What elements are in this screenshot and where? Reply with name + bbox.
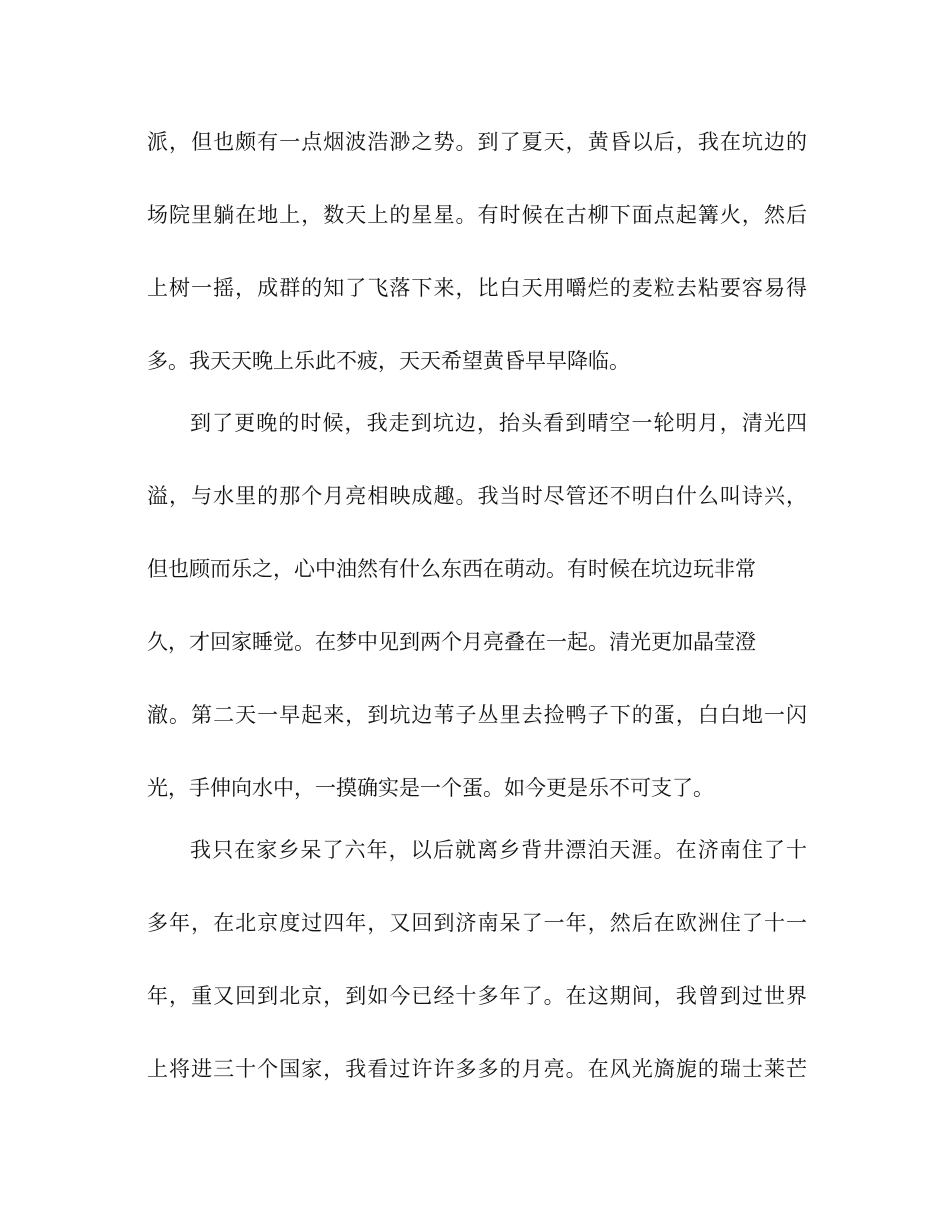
text-line: 场院里躺在地上，数天上的星星。有时候在古柳下面点起篝火，然后 (147, 203, 807, 227)
text-line: 久，才回家睡觉。在梦中见到两个月亮叠在一起。清光更加晶莹澄 (147, 630, 756, 654)
text-line: 光，手伸向水中，一摸确实是一个蛋。如今更是乐不可支了。 (147, 776, 714, 800)
paragraph-first-line: 我只在家乡呆了六年，以后就离乡背井漂泊天涯。在济南住了十 (190, 838, 807, 862)
text-line: 溢，与水里的那个月亮相映成趣。我当时尽管还不明白什么叫诗兴， (147, 484, 807, 508)
text-line: 上树一摇，成群的知了飞落下来，比白天用嚼烂的麦粒去粘要容易得 (147, 276, 807, 300)
text-line: 澈。第二天一早起来，到坑边苇子丛里去捡鸭子下的蛋，白白地一闪 (147, 703, 807, 727)
text-line: 多年，在北京度过四年，又回到济南呆了一年，然后在欧洲住了十一 (147, 911, 807, 935)
paragraph-first-line: 到了更晚的时候，我走到坑边，抬头看到晴空一轮明月，清光四 (190, 411, 807, 435)
text-line: 上将进三十个国家，我看过许许多多的月亮。在风光旖旎的瑞士莱芒 (147, 1057, 807, 1081)
text-line: 但也顾而乐之，心中油然有什么东西在萌动。有时候在坑边玩非常 (147, 557, 756, 581)
text-line: 年，重又回到北京，到如今已经十多年了。在这期间，我曾到过世界 (147, 984, 807, 1008)
text-line: 多。我天天晚上乐此不疲，天天希望黄昏早早降临。 (147, 349, 630, 373)
text-line: 派，但也颇有一点烟波浩渺之势。到了夏天，黄昏以后，我在坑边的 (147, 130, 807, 154)
